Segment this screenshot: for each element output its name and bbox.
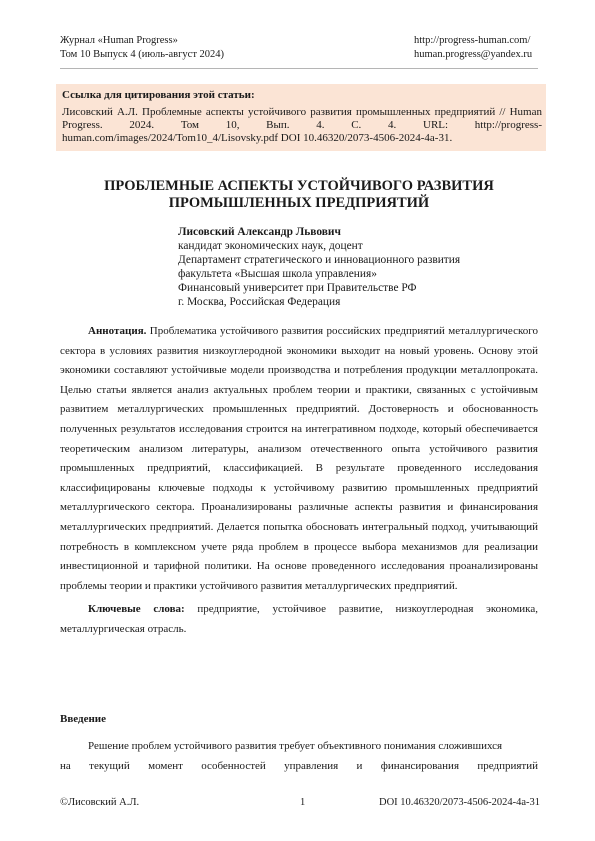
author-department: Департамент стратегического и инновационного развития [178,254,461,266]
journal-email[interactable]: human.progress@yandex.ru [414,49,533,60]
abstract-label: Аннотация. [88,325,147,337]
author-degree: кандидат экономических наук, доцент [178,240,363,252]
journal-issue: Том 10 Выпуск 4 (июль-август 2024) [60,49,225,60]
article-title [60,178,538,212]
citation-box [56,84,546,151]
intro-paragraph [60,737,538,776]
title-line-1: ПРОБЛЕМНЫЕ АСПЕКТЫ УСТОЙЧИВОГО РАЗВИТИЯ [104,178,494,194]
abstract-paragraph [60,322,538,596]
author-block [178,225,460,309]
intro-line-1: Решение проблем устойчивого развития требует объективного понимания сложившихся [88,740,503,752]
journal-url[interactable]: http://progress-human.com/ [414,35,531,46]
abstract-section [60,322,538,640]
intro-line-2: на текущий момент особенностей управления и финансирования предприятий [60,759,538,772]
author-city: г. Москва, Российская Федерация [178,296,341,308]
header-divider [60,68,538,69]
title-line-2: ПРОМЫШЛЕННЫХ ПРЕДПРИЯТИЙ [168,195,430,211]
page-number: 1 [300,797,306,808]
citation-text: Лисовский А.Л. Проблемные аспекты устойчивого развития промышленных предприятий // Human Progress. 2024. Том 10, Вып. 4. С. 4. URL: http://progress-human.com/images/2024/Tom10_4/Lisovsky.pdf DOI 10.46320/2073-4506-2024-4a-31. [62,106,542,144]
journal-info [60,34,224,62]
introduction-text [60,737,538,776]
keywords-label: Ключевые слова: [88,603,185,616]
author-faculty: факультета «Высшая школа управления» [178,268,377,280]
footer-copyright: ©Лисовский А.Л. [60,797,140,808]
keywords-text: предприятие, устойчивое развитие, низкоуглеродная экономика, металлургическая отрасль. [60,603,538,635]
keywords-paragraph [60,600,538,639]
abstract-text: Проблематика устойчивого развития российских предприятий металлургического сектора в условиях развития низкоуглеродной экономики выходит на новый уровень. Основу этой экономики составляют устойчивые модели производства и потребления продукции металлопроката. Целью статьи является анализ актуальных проблем теории и практики, связанных с устойчивым развитием металлургических промышленных предприятий. Достоверность и обоснованность полученных результатов исследования строится на интегративном подходе, который обеспечивается теоретическим анализом литературы, анализом отечественного опыта устойчивого развития промышленных предприятий, классификацией. В результате проведенного исследования классифицированы ключевые подходы к устойчивому развитию промышленных предприятий металлургического сектора. Проанализированы различные аспекты развития и финансирования металлургических предприятий. Делается попытка обосновать интегральный подход, учитывающий потребность в комплексном учете ряда проблем в процессе выбора механизмов для реализации инвестиционной и тарифной политики. На основе проведенного исследования проанализированы проблемы теории и практики устойчивого развития металлургических предприятий. [60,325,538,592]
journal-contacts [414,34,532,62]
author-university: Финансовый университет при Правительстве РФ [178,282,417,294]
footer-doi: DOI 10.46320/2073-4506-2024-4a-31 [379,797,540,808]
journal-name: Журнал «Human Progress» [60,35,178,46]
author-name: Лисовский Александр Львович [178,226,341,238]
citation-heading: Ссылка для цитирования этой статьи: [62,89,255,101]
section-heading-introduction: Введение [60,713,107,725]
